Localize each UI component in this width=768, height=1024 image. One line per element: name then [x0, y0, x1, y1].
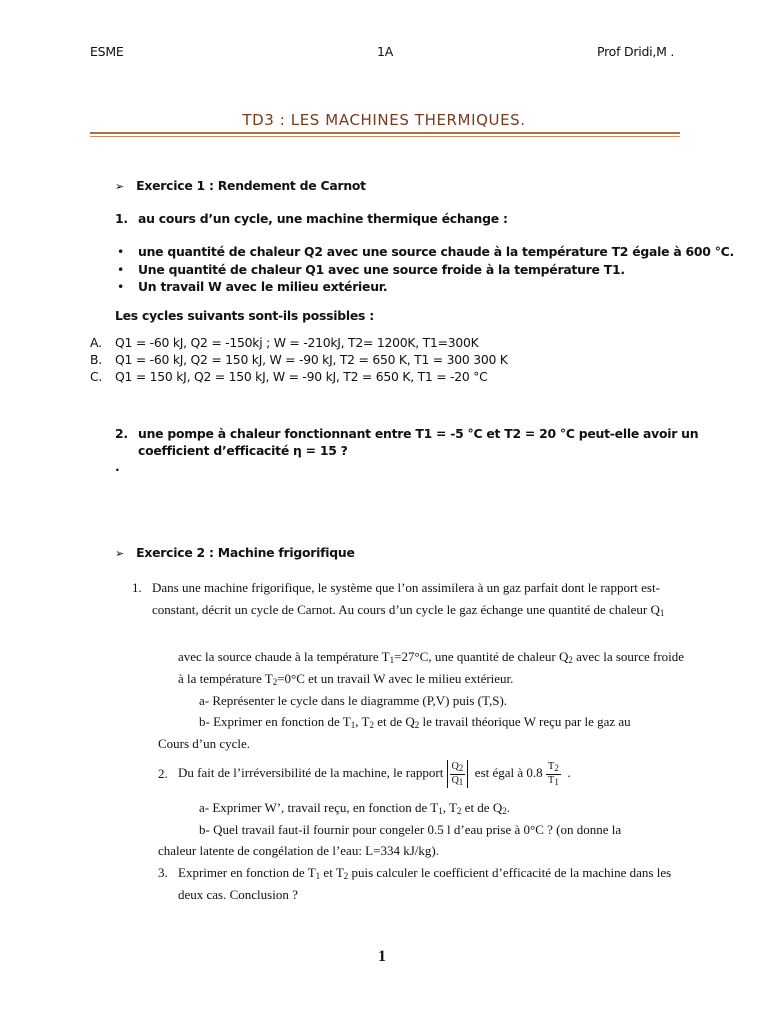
ratio-q2-q1: $\frac{Q_2}{Q_1}$	[451, 761, 464, 788]
title-rule-thin	[90, 136, 680, 137]
page-number: 1	[378, 948, 386, 965]
ex2-p1-b: b- Exprimer en fonction de $T_1$, $T_2$ et de $Q_2$ le travail théorique W reçu par le gaz au	[199, 714, 631, 730]
ex2-p2-qb2: chaleur latente de congélation de l’eau: L=334 kJ/kg).	[158, 843, 439, 858]
ex1-q2-line1: une pompe à chaleur fonctionnant entre T1 = -5 °C et T2 = 20 °C peut-elle avoir un	[138, 426, 699, 441]
bullet-dot-icon: •	[117, 244, 125, 259]
ex2-p1-a: a- Représenter le cycle dans le diagramme (P,V) puis (T,S).	[199, 693, 508, 708]
ex1-q1-text: au cours d’un cycle, une machine thermique échange :	[138, 211, 508, 226]
exercise-1-heading	[115, 178, 366, 193]
ex2-p2-line: Du fait de l’irréversibilité de la machine, le rapport $\frac{Q_2}{Q_1}$ est égal à 0.8 $\frac{T_2}{T_1}$ .	[178, 760, 571, 788]
ratio-t2-t1: $\frac{T_2}{T_1}$	[547, 760, 559, 787]
exercise-2-title: Exercice 2 : Machine frigorifique	[136, 545, 355, 560]
ex2-p1-line1: Dans une machine frigorifique, le système que l’on assimilera à un gaz parfait dont le rapport est-	[152, 580, 660, 595]
ex2-p2-qa: a- Exprimer W’, travail reçu, en fonction de $T_1$, $T_2$ et de $Q_2$.	[199, 800, 510, 816]
ex1-bullet-1: une quantité de chaleur Q2 avec une source chaude à la température T2 égale à 600 °C.	[138, 244, 734, 259]
ex2-p1-cours: Cours d’un cycle.	[158, 736, 251, 751]
arrow-bullet-icon: ➢	[115, 547, 124, 560]
ex1-bullet-2: Une quantité de chaleur Q1 avec une source froide à la température T1.	[138, 262, 625, 277]
cycle-a-label: A.	[90, 335, 102, 350]
header-center: 1A	[377, 44, 394, 59]
cycle-b-text: Q1 = -60 kJ, Q2 = 150 kJ, W = -90 kJ, T2 = 650 K, T1 = 300 300 K	[115, 352, 508, 367]
ex2-p2-number: 2.	[158, 766, 168, 781]
cycle-a-text: Q1 = -60 kJ, Q2 = -150kj ; W = -210kJ, T2= 1200K, T1=300K	[115, 335, 479, 350]
exercise-2-heading	[115, 545, 355, 560]
bullet-dot-icon: •	[117, 262, 125, 277]
cycle-b-label: B.	[90, 352, 102, 367]
ex2-p1-number: 1.	[132, 580, 142, 595]
ex2-p1-line4: à la température $T_2=0^\circ C$ et un travail W avec le milieu extérieur.	[178, 671, 514, 687]
ex1-possible-text: Les cycles suivants sont-ils possibles :	[115, 308, 374, 323]
ex1-q2-line2: coefficient d’efficacité η = 15 ?	[138, 443, 348, 458]
header-right: Prof Dridi,M .	[597, 44, 675, 59]
ex1-q2-number: 2.	[115, 426, 128, 441]
ex2-p2-qb: b- Quel travail faut-il fournir pour congeler 0.5 l d’eau prise à 0°C ? (on donne la	[199, 822, 622, 837]
arrow-bullet-icon: ➢	[115, 180, 124, 193]
ex2-p3-line2: deux cas. Conclusion ?	[178, 887, 298, 902]
header-left: ESME	[90, 44, 124, 59]
title-rule-thick	[90, 132, 680, 134]
ex2-p3-line1: Exprimer en fonction de $T_1$ et $T_2$ puis calculer le coefficient d’efficacité de la machine dans les	[178, 865, 672, 881]
ratio-abs-value	[447, 760, 469, 789]
bullet-dot-icon: •	[117, 279, 125, 294]
document-title: TD3 : LES MACHINES THERMIQUES.	[242, 111, 526, 129]
ex2-p3-number: 3.	[158, 865, 168, 880]
cycle-c-text: Q1 = 150 kJ, Q2 = 150 kJ, W = -90 kJ, T2 = 650 K, T1 = -20 °C	[115, 369, 488, 384]
ex1-q1-number: 1.	[115, 211, 128, 226]
ex2-p1-line2: constant, décrit un cycle de Carnot. Au cours d’un cycle le gaz échange une quantité de chaleur $Q_1$	[152, 602, 665, 618]
stray-dot: .	[115, 459, 120, 474]
ex1-bullet-3: Un travail W avec le milieu extérieur.	[138, 279, 388, 294]
exercise-1-title: Exercice 1 : Rendement de Carnot	[136, 178, 366, 193]
cycle-c-label: C.	[90, 369, 103, 384]
ex2-p1-line3: avec la source chaude à la température $T_1=27^\circ C$, une quantité de chaleur $Q_2$ avec la source froide	[178, 649, 685, 665]
